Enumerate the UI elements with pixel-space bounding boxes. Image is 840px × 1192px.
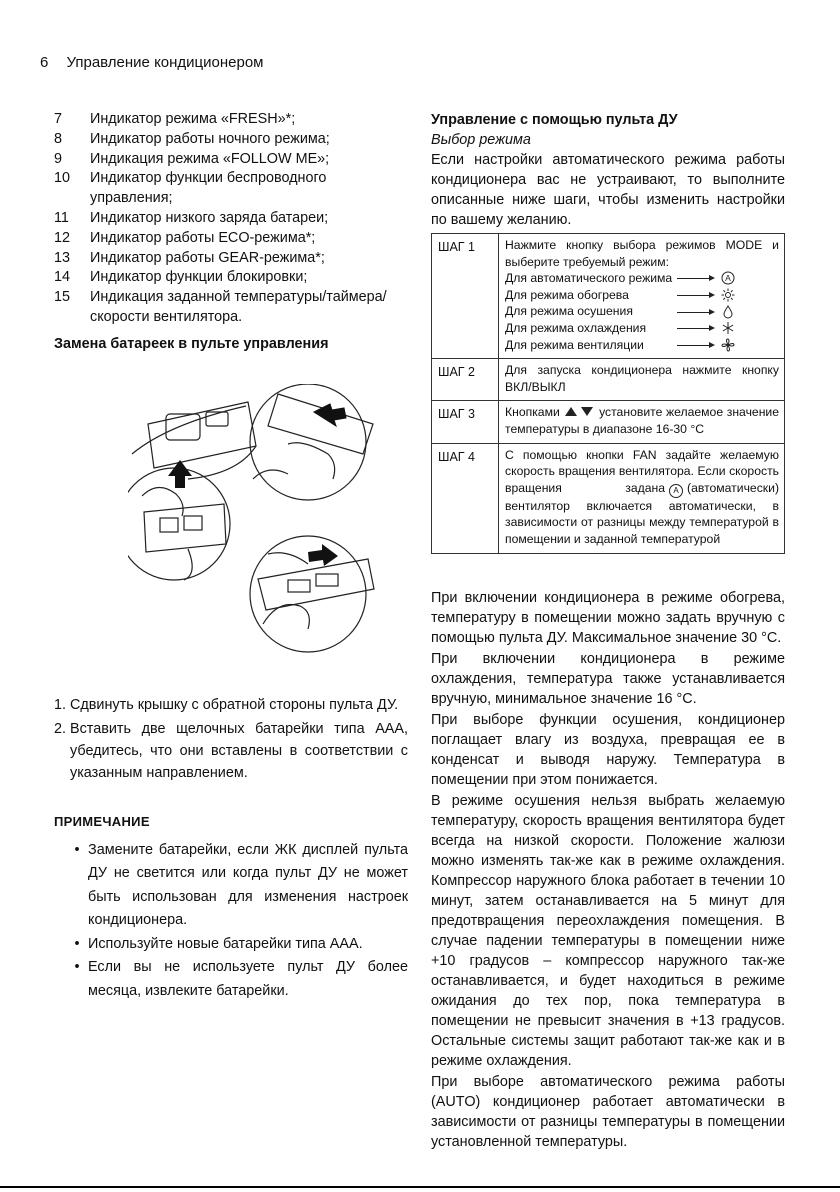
item-number: 12 [54,229,71,246]
step-number: 1. [54,696,67,713]
list-item [66,839,408,933]
left-column [54,110,408,1003]
step-number: 2. [54,720,67,737]
list-item [54,288,408,328]
list-item [54,130,408,150]
item-number: 14 [54,269,71,286]
down-arrow-icon [581,407,593,416]
mode-row [505,303,779,320]
table-row [432,401,785,443]
mode-label: Для режима обогрева [505,287,629,302]
page-number: 6 [40,54,49,71]
bullet-icon: • [74,935,80,952]
table-row [432,443,785,553]
mode-label: Для режима охлаждения [505,320,647,335]
page-title: Управление кондиционером [66,54,264,71]
item-text: Индикатор низкого заряда батареи; [90,209,329,226]
paragraph: При включении кондиционера в режиме охлаждения, температура также устанавливается вручную, минимальное значение 16 °C. [431,650,785,707]
item-text: Индикатор функции блокировки; [90,269,308,286]
remote-section-title: Управление с помощью пульта ДУ [431,112,678,128]
item-text: Индикатор режима «FRESH»*; [90,111,296,127]
note-text: Если вы не используете пульт ДУ более месяца, извлеките батарейки. [88,959,408,999]
step-content [499,401,785,443]
arrow-icon [677,340,715,350]
item-number: 13 [54,249,71,266]
paragraph: При включении кондиционера в режиме обогрева, температуру в помещении можно задать вручную с помощью пульта ДУ. Максимальное значение 30 °C. [431,589,785,646]
auto-icon [721,271,735,285]
list-item [54,249,408,269]
mode-label: Для режима вентиляции [505,337,644,352]
battery-steps [54,694,408,784]
item-text: Индикатор работы ECO-режима*; [90,229,316,246]
item-number: 9 [54,150,63,167]
step-text: Для запуска кондиционера нажмите кнопку ВКЛ/ВЫКЛ [499,359,785,401]
arrow-icon [677,323,715,333]
arrow-icon [677,273,715,283]
steps-table [431,233,785,554]
bullet-icon: • [74,841,80,858]
bullet-icon: • [74,959,80,976]
up-arrow-icon [565,407,577,416]
step-label: ШАГ 2 [432,359,499,401]
step-text: С помощью кнопки FAN задайте желаемую скорость вращения вентилятора. Если скорость вращения задана [505,447,779,495]
auto-icon: A [669,484,683,498]
step-label: ШАГ 3 [432,401,499,443]
auto-symbol: A [725,273,731,284]
list-item [54,150,408,170]
list-item [54,169,408,209]
item-number: 15 [54,289,71,306]
note-text: Используйте новые батарейки типа AAA. [88,935,363,952]
step-text: установите желаемое значение температуры в диапазоне 16-30 °C [505,405,780,436]
paragraph: В режиме осушения нельзя выбрать желаемую температуру, скорость вращения вентилятора будет всегда на низкой скорости. Положение жалюзи можно изменять так-же как в режиме охлаждения. Компрессор наружного блока работает в течении 10 минут, затем останавливается на 5 минут для предотвращения переохлаждения помещения. В случае падении температуры в помещении ниже +10 градусов – компрессор наружного так-же останавливается, и будет находиться в режиме ожидания до тех пор, пока температура в помещении не превысит значения в +13 градусов. Остальные системы защит работают так-же как и в режиме охлаждения. [431,792,785,1069]
arrow-icon [677,307,715,317]
table-row [432,359,785,401]
insert-arrow-icon [308,544,338,566]
note-text: Замените батарейки, если ЖК дисплей пульта ДУ не светится или когда пульт ДУ не может быть использован для изменения настроек кондиционера. [88,841,408,929]
step-label: ШАГ 1 [432,234,499,359]
battery-replacement-illustration [128,384,388,674]
item-text: Индикатор работы GEAR-режима*; [90,249,325,266]
mode-label: Для режима осушения [505,304,633,319]
right-column [431,110,785,1153]
droplet-icon [721,305,735,319]
step-label: ШАГ 4 [432,443,499,553]
table-row [432,234,785,359]
step-content [499,234,785,359]
item-text: Индикатор работы ночного режима; [90,130,330,147]
battery-illustration [54,384,408,674]
step-text: Кнопками [505,405,560,420]
sun-icon [721,288,735,302]
paragraph: При выборе автоматического режима работы (AUTO) кондиционер работает автоматически в зависимости от разницы температуры в помещении установленной температуры. [431,1073,785,1150]
item-number: 7 [54,111,63,127]
item-number: 11 [54,209,69,226]
list-item [66,956,408,1003]
step-text: (автоматически) вентилятор включается автоматически, в зависимости от разницы между температурой в помещении и заданной температурой [505,480,779,546]
mode-row [505,287,779,304]
mode-row [505,337,779,354]
item-text: Индикация режима «FOLLOW ME»; [90,150,330,167]
fan-icon [721,338,735,352]
indicator-list [54,110,408,328]
step-text: Вставить две щелочных батарейки типа AAA, убедитесь, что они вставлены в соответствии с указанным направлением. [70,720,408,781]
step-content [499,443,785,553]
step-text: Сдвинуть крышку с обратной стороны пульта ДУ. [70,696,399,713]
mode-description [431,588,785,1152]
list-item [54,229,408,249]
remote-intro: Если настройки автоматического режима работы кондиционера вас не устраивают, то выполните описанные ниже шаги, чтобы изменить настройки по вашему желанию. [431,152,785,228]
item-number: 8 [54,130,63,147]
list-item [54,718,408,784]
item-text: Индикация заданной температуры/таймера/ скорости вентилятора. [90,289,387,325]
mode-row [505,270,779,287]
arrow-icon [677,290,715,300]
mode-subtitle: Выбор режима [431,132,531,148]
item-number: 10 [54,170,71,187]
paragraph: При выборе функции осушения, кондиционер поглащает влагу из воздуха, превращая ее в конденсат и выводя наружу. Температура в помещении при этом понижается. [431,711,785,788]
list-item [54,268,408,288]
bottom-divider [0,1186,840,1188]
step-text: Нажмите кнопку выбора режимов MODE и выберите требуемый режим: [505,238,779,269]
mode-row [505,320,779,337]
page-header [40,54,264,71]
battery-section-title: Замена батареек в пульте управления [54,335,329,352]
list-item [54,209,408,229]
snowflake-icon [721,321,735,335]
list-item [54,110,408,130]
list-item [54,694,408,716]
mode-label: Для автоматического режима [505,271,673,286]
note-title: ПРИМЕЧАНИЕ [54,813,150,829]
item-text: Индикатор функции беспроводного управления; [90,170,327,207]
note-list [54,839,408,1004]
list-item [66,933,408,957]
